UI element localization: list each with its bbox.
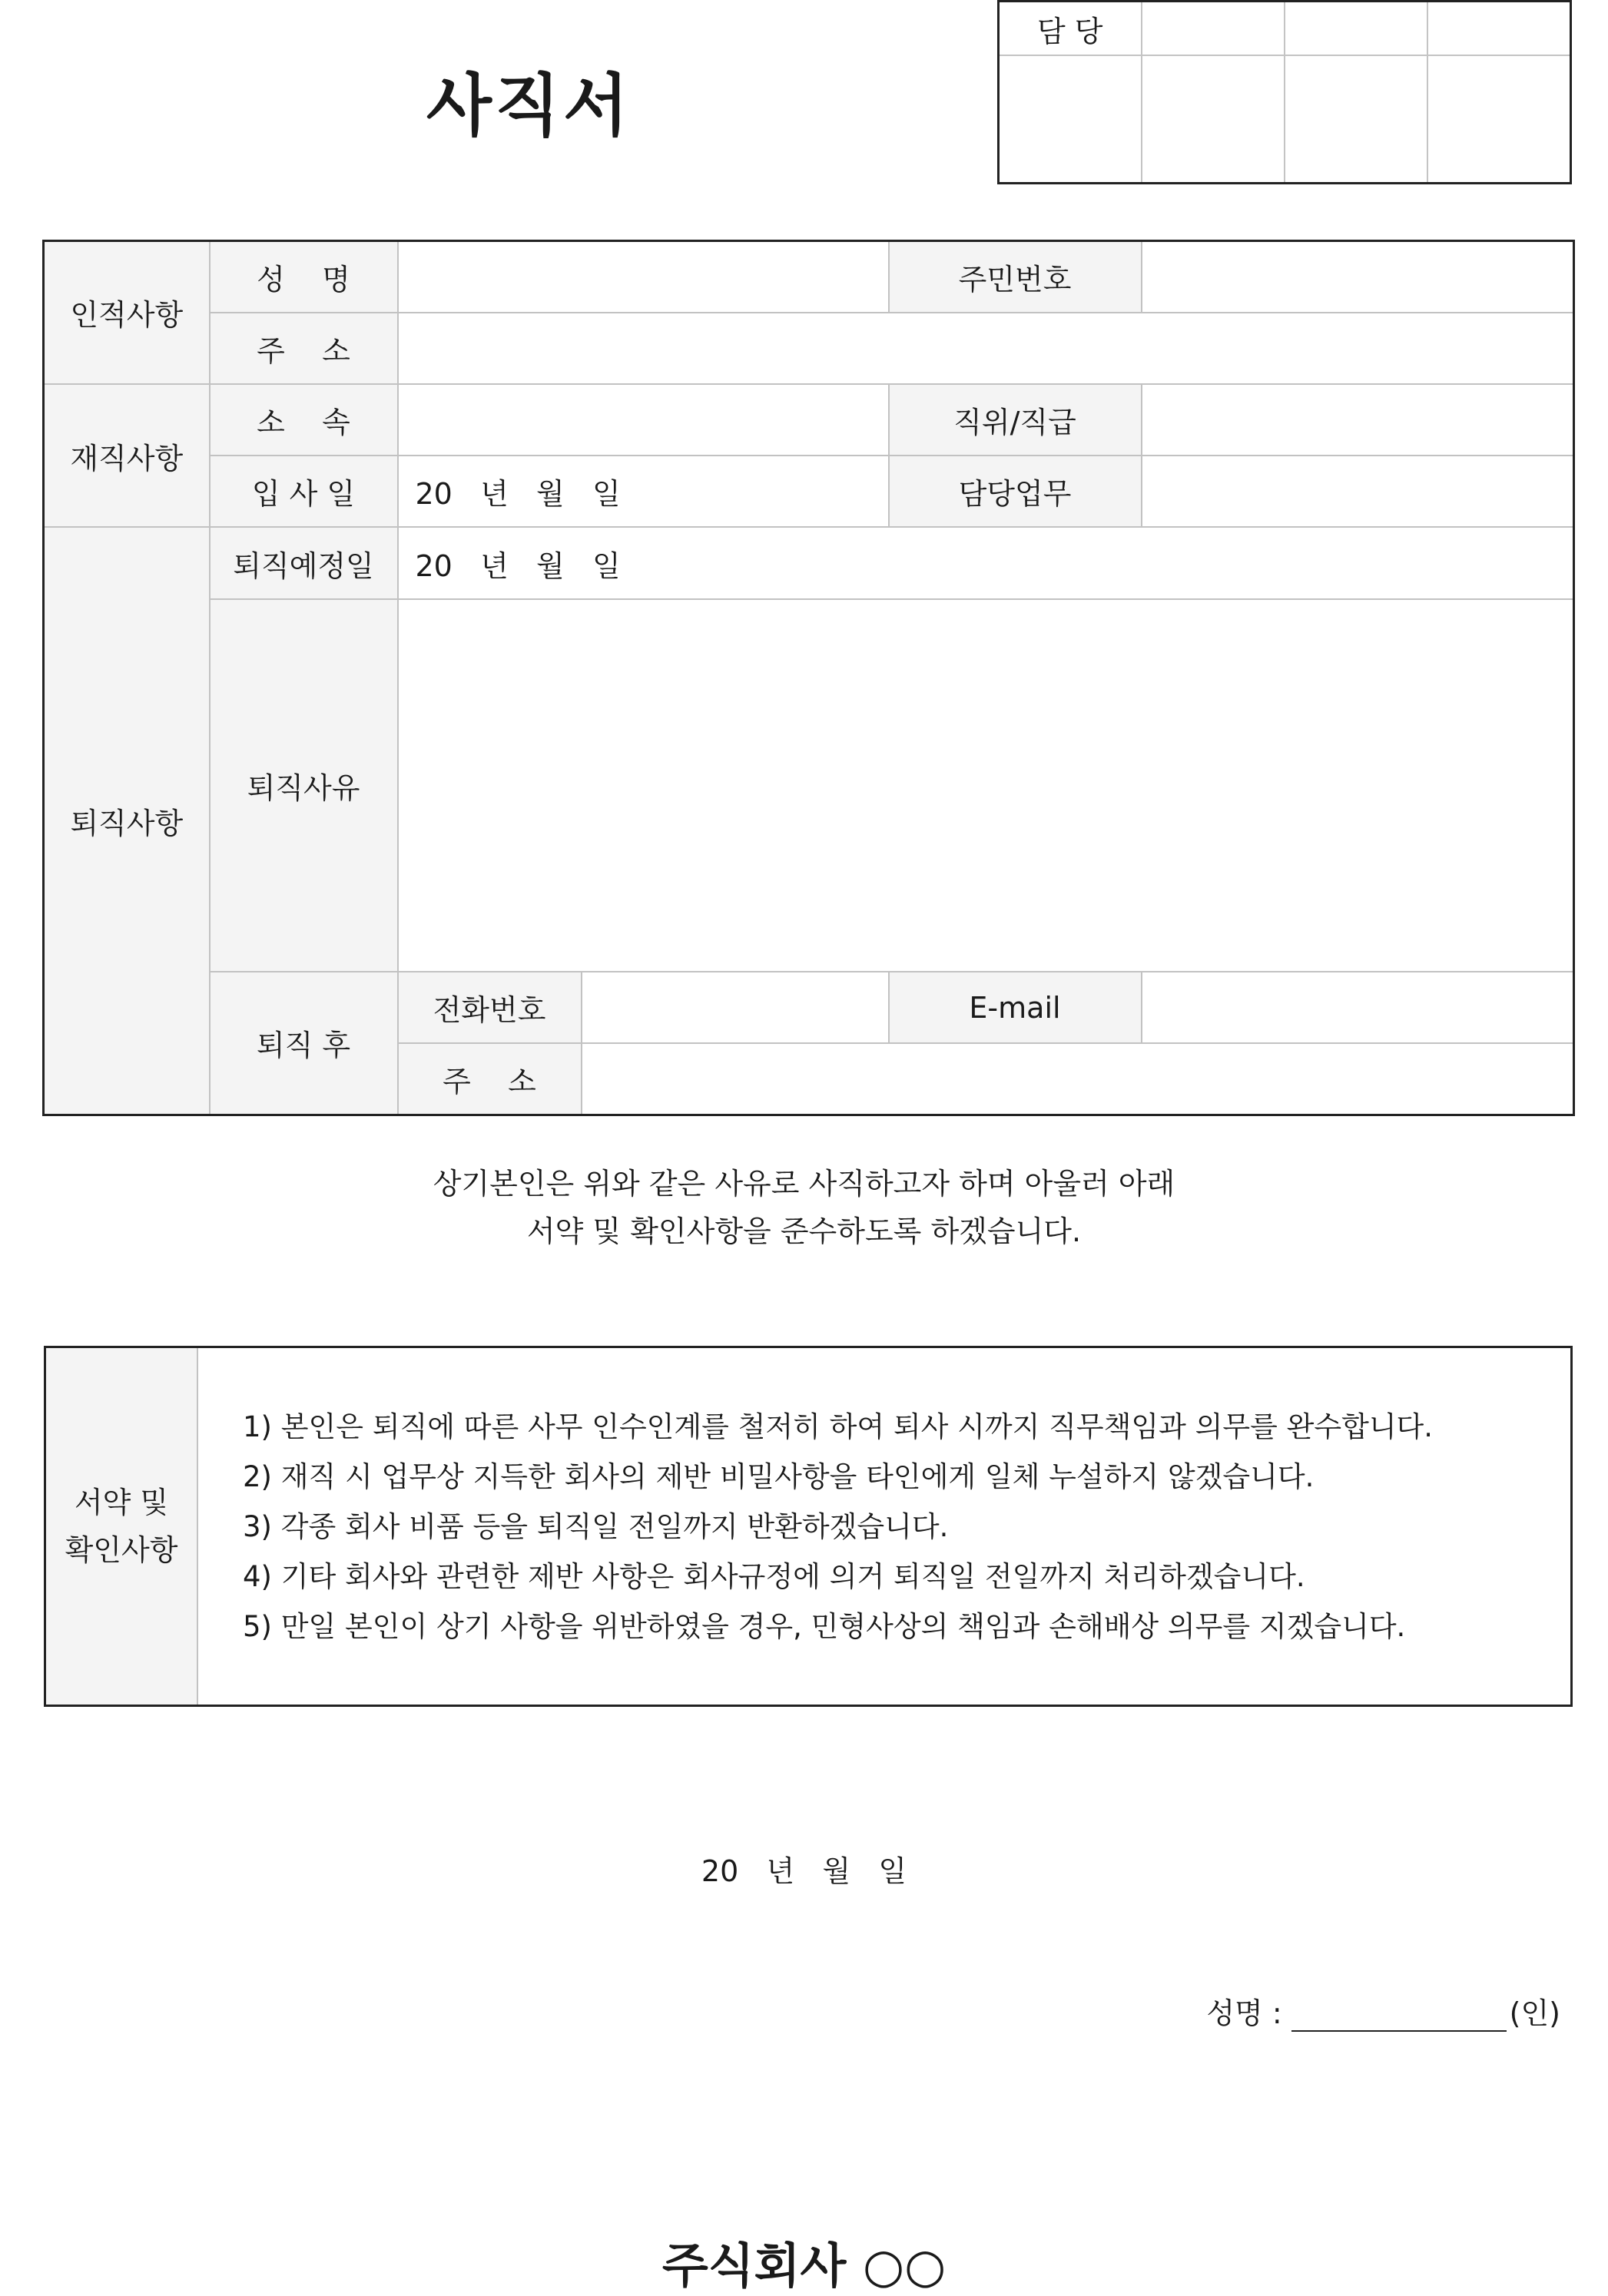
seal-mark: (인) [1509, 1996, 1560, 2030]
name-label: 성 명 [210, 241, 398, 313]
pledge-label [45, 1347, 198, 1706]
hire-date-label: 입 사 일 [210, 456, 398, 527]
company-name: 주식회사 ○○ [661, 2238, 947, 2294]
statement [0, 1160, 1608, 1255]
after-label: 퇴직 후 [210, 972, 398, 1115]
department-label: 소 속 [210, 384, 398, 456]
address-label: 주 소 [210, 313, 398, 384]
phone-label: 전화번호 [398, 972, 582, 1043]
section-personal-label: 인적사항 [44, 241, 210, 384]
pledge-item: 3) 각종 회사 비품 등을 퇴직일 전일까지 반환하겠습니다. [243, 1509, 949, 1543]
approval-header-cell [1427, 2, 1571, 56]
pledge-list [198, 1402, 1570, 1652]
statement-line: 상기본인은 위와 같은 사유로 사직하고자 하며 아울러 아래 [433, 1167, 1175, 1201]
email-field[interactable] [1142, 972, 1574, 1043]
pledge-item: 5) 만일 본인이 상기 사항을 위반하였을 경우, 민형사상의 책임과 손해배상 의무를 지겠습니다. [243, 1609, 1406, 1643]
position-label: 직위/직급 [889, 384, 1142, 456]
duty-label: 담당업무 [889, 456, 1142, 527]
signature-label: 성명 : [1206, 1996, 1282, 2030]
document-title: 사직서 [426, 66, 632, 145]
approval-header-cell [1285, 2, 1427, 56]
approval-header: 담 당 [999, 2, 1142, 56]
after-address-field[interactable] [582, 1043, 1574, 1115]
approval-sign-cell[interactable] [1427, 55, 1571, 184]
hire-date-field[interactable]: 20 년 월 일 [398, 456, 889, 527]
signature-blank[interactable] [1291, 1999, 1507, 2032]
address-field[interactable] [398, 313, 1574, 384]
pledge-label-line: 서약 및 [74, 1486, 169, 1519]
date-line[interactable]: 20 년 월 일 [701, 1854, 907, 1888]
approval-sign-cell[interactable] [1142, 55, 1285, 184]
pledge-item: 1) 본인은 퇴직에 따른 사무 인수인계를 철저히 하여 퇴사 시까지 직무책임과 의무를 완수합니다. [243, 1410, 1434, 1443]
pledge-item: 2) 재직 시 업무상 지득한 회사의 제반 비밀사항을 타인에게 일체 누설하지 않겠습니다. [243, 1459, 1315, 1493]
pledge-item: 4) 기타 회사와 관련한 제반 사항은 회사규정에 의거 퇴직일 전일까지 처리하겠습니다. [243, 1559, 1305, 1593]
section-employment-label: 재직사항 [44, 384, 210, 527]
resident-no-field[interactable] [1142, 241, 1574, 313]
approval-sign-cell[interactable] [1285, 55, 1427, 184]
approval-header-cell [1142, 2, 1285, 56]
email-label: E-mail [889, 972, 1142, 1043]
position-field[interactable] [1142, 384, 1574, 456]
reason-field[interactable] [398, 599, 1574, 972]
statement-line: 서약 및 확인사항을 준수하도록 하겠습니다. [526, 1214, 1082, 1248]
after-address-label: 주 소 [398, 1043, 582, 1115]
resign-date-field[interactable]: 20 년 월 일 [398, 527, 1574, 598]
resign-date-label: 퇴직예정일 [210, 527, 398, 598]
pledge-table [44, 1346, 1573, 1707]
phone-field[interactable] [582, 972, 889, 1043]
name-field[interactable] [398, 241, 889, 313]
duty-field[interactable] [1142, 456, 1574, 527]
approval-sign-cell[interactable] [999, 55, 1142, 184]
approval-box [997, 0, 1572, 184]
resident-no-label: 주민번호 [889, 241, 1142, 313]
reason-label: 퇴직사유 [210, 599, 398, 972]
department-field[interactable] [398, 384, 889, 456]
resignation-info-table [42, 240, 1575, 1116]
signature-line [1206, 1990, 1560, 2032]
pledge-content [197, 1347, 1572, 1706]
pledge-label-line: 확인사항 [65, 1533, 178, 1567]
section-resignation-label: 퇴직사항 [44, 527, 210, 1115]
